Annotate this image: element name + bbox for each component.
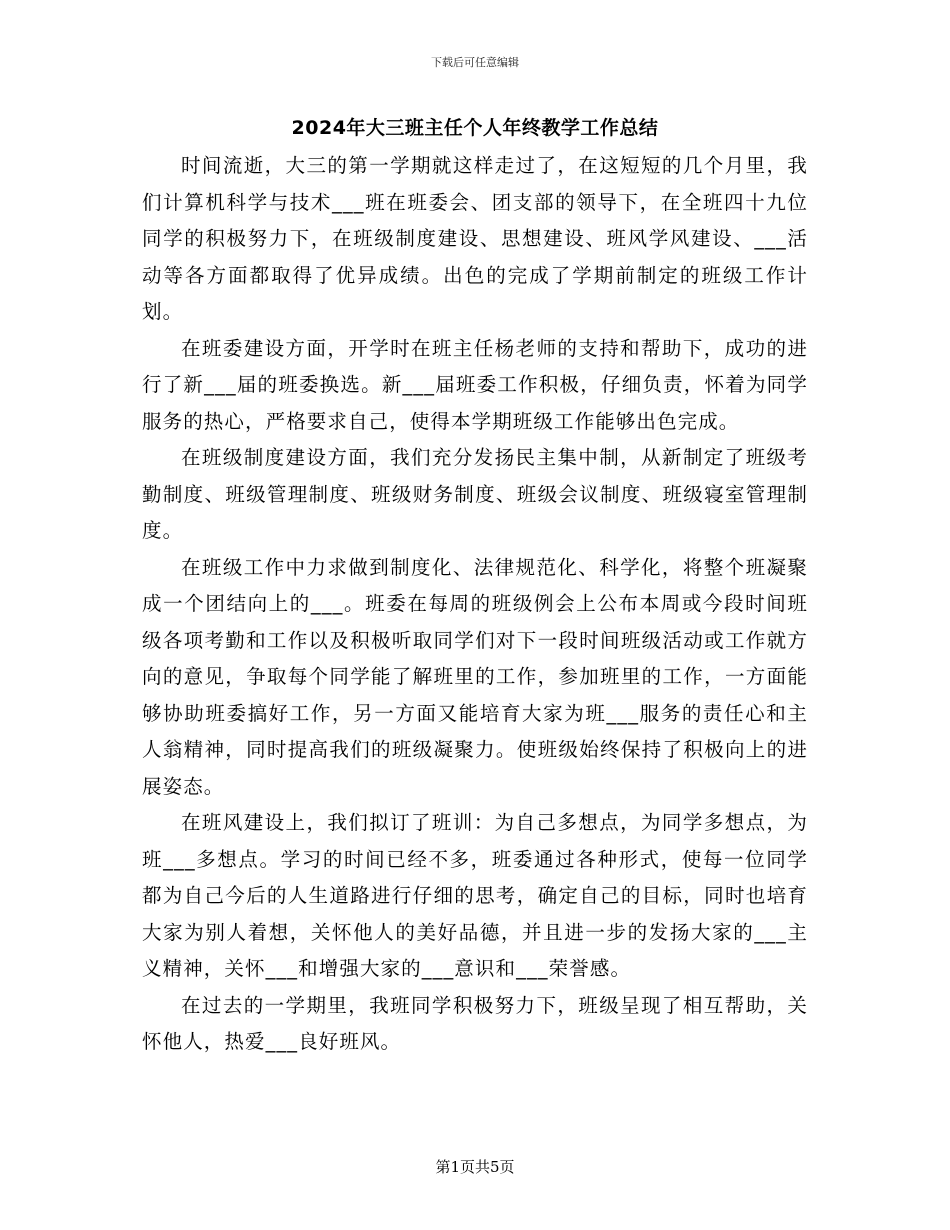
document-body bbox=[142, 148, 808, 1061]
paragraph-6: 在过去的一学期里，我班同学积极努力下，班级呈现了相互帮助，关怀他人，热爱___良好班风。 bbox=[142, 993, 808, 1053]
paragraph-1: 时间流逝，大三的第一学期就这样走过了，在这短短的几个月里，我们计算机科学与技术___班在班委会、团支部的领导下，在全班四十九位同学的积极努力下，在班级制度建设、思想建设、班风学风建设、___活动等各方面都取得了优异成绩。出色的完成了学期前制定的班级工作计划。 bbox=[142, 154, 808, 323]
paragraph-4: 在班级工作中力求做到制度化、法律规范化、科学化，将整个班凝聚成一个团结向上的___。班委在每周的班级例会上公布本周或今段时间班级各项考勤和工作以及积极听取同学们对下一段时间班级活动或工作就方向的意见，争取每个同学能了解班里的工作，参加班里的工作，一方面能够协助班委搞好工作，另一方面又能培育大家为班___服务的责任心和主人翁精神，同时提高我们的班级凝聚力。使班级始终保持了积极向上的进展姿态。 bbox=[142, 555, 808, 798]
paragraph-2: 在班委建设方面，开学时在班主任杨老师的支持和帮助下，成功的进行了新___届的班委换选。新___届班委工作积极，仔细负责，怀着为同学服务的热心，严格要求自己，使得本学期班级工作能够出色完成。 bbox=[142, 336, 808, 433]
document-title: 2024年大三班主任个人年终教学工作总结 bbox=[291, 117, 659, 139]
header-note: 下载后可任意编辑 bbox=[431, 56, 519, 69]
paragraph-3: 在班级制度建设方面，我们充分发扬民主集中制，从新制定了班级考勤制度、班级管理制度、班级财务制度、班级会议制度、班级寝室管理制度。 bbox=[142, 446, 808, 542]
page-number: 第1页共5页 bbox=[435, 1158, 515, 1176]
paragraph-5: 在班风建设上，我们拟订了班训：为自己多想点，为同学多想点，为班___多想点。学习的时间已经不多，班委通过各种形式，使每一位同学都为自己今后的人生道路进行仔细的思考，确定自己的目标，同时也培育大家为别人着想，关怀他人的美好品德，并且进一步的发扬大家的___主义精神，关怀___和增强大家的___意识和___荣誉感。 bbox=[142, 811, 808, 980]
